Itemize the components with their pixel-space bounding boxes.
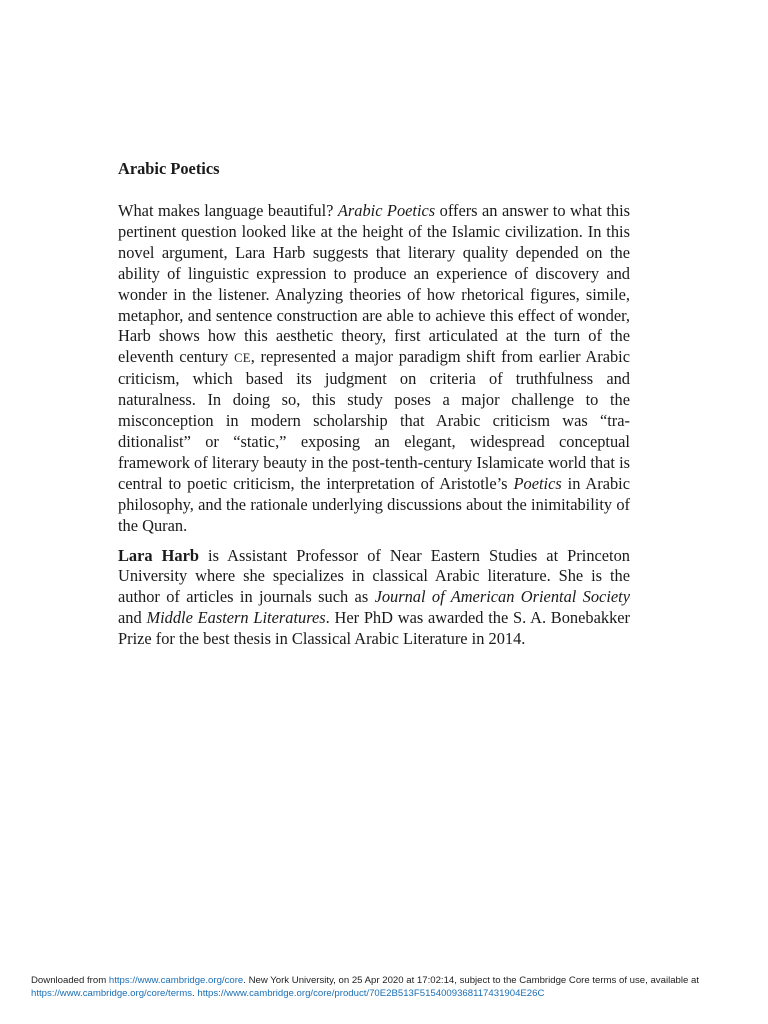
author-name: Lara Harb xyxy=(118,545,199,565)
book-description xyxy=(118,201,630,537)
author-bio xyxy=(118,546,630,651)
description-text: in Arabic philosophy, and the rationale underlying discussions about the inimitability of the Quran. xyxy=(118,473,630,535)
journal-title: Middle Eastern Literatures xyxy=(146,608,326,628)
journal-title: Journal of American Oriental Society xyxy=(374,587,630,607)
page-content xyxy=(118,158,630,650)
description-text: , represented a major paradigm shift from earlier Arabic criticism, which based its judgment on criteria of truthfulness and naturalness. In doing so, this study poses a major challenge to the misconception in modern scholarship that Arabic criticism was “traditionalist” or “static,” exposing an elegant, widespread conceptual framework of literary beauty in the post-tenth-century Islamicate world that is central to poetic criticism, the interpretation of Aristotle’s xyxy=(118,347,630,493)
terms-link[interactable]: https://www.cambridge.org/core/terms xyxy=(31,988,193,999)
product-link[interactable]: https://www.cambridge.org/core/product/70E2B513F5154009368117431904E26C xyxy=(197,988,545,999)
bio-text: is Assistant Professor of Near Eastern Studies at Princeton University where she specializes in classical Arabic literature. She is the author of articles in journals such as xyxy=(118,545,631,607)
book-title: Arabic Poetics xyxy=(118,159,220,178)
notice-text: . xyxy=(192,988,198,999)
notice-text: Downloaded from xyxy=(31,975,109,986)
cambridge-core-link[interactable]: https://www.cambridge.org/core xyxy=(108,975,244,986)
description-poetics-title: Poetics xyxy=(513,473,562,493)
bio-text: and xyxy=(118,608,147,628)
era-abbreviation: CE xyxy=(234,351,251,366)
download-notice xyxy=(31,974,751,1000)
description-book-title: Arabic Poetics xyxy=(337,201,436,220)
description-text: offers an answer to what this pertinent question looked like at the height of the Islamic civilization. In this novel argument, Lara Harb suggests that literary quality depended on the ability of linguistic expression to produce an experience of discovery and wonder in the listener. Analyzing theories of how rhetorical figures, simile, metaphor, and sentence construction are able to achieve this effect of wonder, Harb shows how this aesthetic theory, first articulated at the turn of the eleventh century xyxy=(118,201,631,367)
description-text: What makes language beautiful? xyxy=(118,201,338,220)
bio-text: . Her PhD was awarded the S. A. Bonebakker Prize for the best thesis in Classical Arabic Literature in 2014. xyxy=(118,608,630,649)
notice-text: . New York University, on 25 Apr 2020 at 17:02:14, subject to the Cambridge Core terms of use, available at xyxy=(243,975,700,986)
